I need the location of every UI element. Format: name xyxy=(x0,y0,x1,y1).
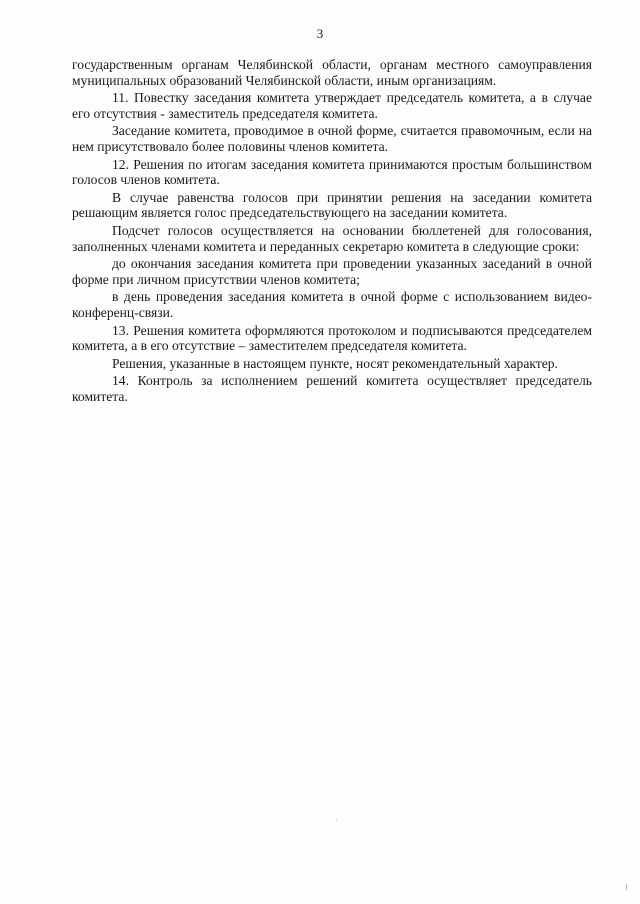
scan-speck xyxy=(336,820,337,821)
paragraph-quorum: Заседание комитета, проводимое в очной форме, считается правомочным, если на нем присутствовало более половины членов комитета. xyxy=(72,123,592,154)
paragraph-item-14: 14. Контроль за исполнением решений комитета осуществляет председатель комитета. xyxy=(72,373,592,404)
paragraph-vote-count: Подсчет голосов осуществляется на основании бюллетеней для голосования, заполненных членами комитета и переданных секретарю комитета в следующие сроки: xyxy=(72,222,592,254)
paragraph-continuation: государственным органам Челябинской области, органам местного самоуправления муниципальных образований Челябинской области, иным организациям. xyxy=(72,57,592,88)
scan-speck xyxy=(626,884,627,890)
paragraph-tie-vote: В случае равенства голосов при принятии решения на заседании комитета решающим является голос председательствующего на заседании комитета. xyxy=(72,189,592,221)
paragraph-item-11: 11. Повестку заседания комитета утверждает председатель комитета, а в случае его отсутствия - заместитель председателя комитета. xyxy=(72,90,592,121)
paragraph-deadline-video: в день проведения заседания комитета в очной форме с использованием видео-конференц-связи. xyxy=(72,289,592,320)
page-number: 3 xyxy=(316,26,324,41)
paragraph-item-13: 13. Решения комитета оформляются протоколом и подписываются председателем комитета, а в его отсутствие – заместителем председателя комитета. xyxy=(72,322,592,354)
paragraph-recommendation: Решения, указанные в настоящем пункте, носят рекомендательный характер. xyxy=(112,355,558,371)
paragraph-item-12: 12. Решения по итогам заседания комитета принимаются простым большинством голосов членов комитета. xyxy=(72,156,592,188)
paragraph-deadline-in-person: до окончания заседания комитета при проведении указанных заседаний в очной форме при личном присутствии членов комитета; xyxy=(72,256,592,287)
document-body xyxy=(72,57,592,406)
